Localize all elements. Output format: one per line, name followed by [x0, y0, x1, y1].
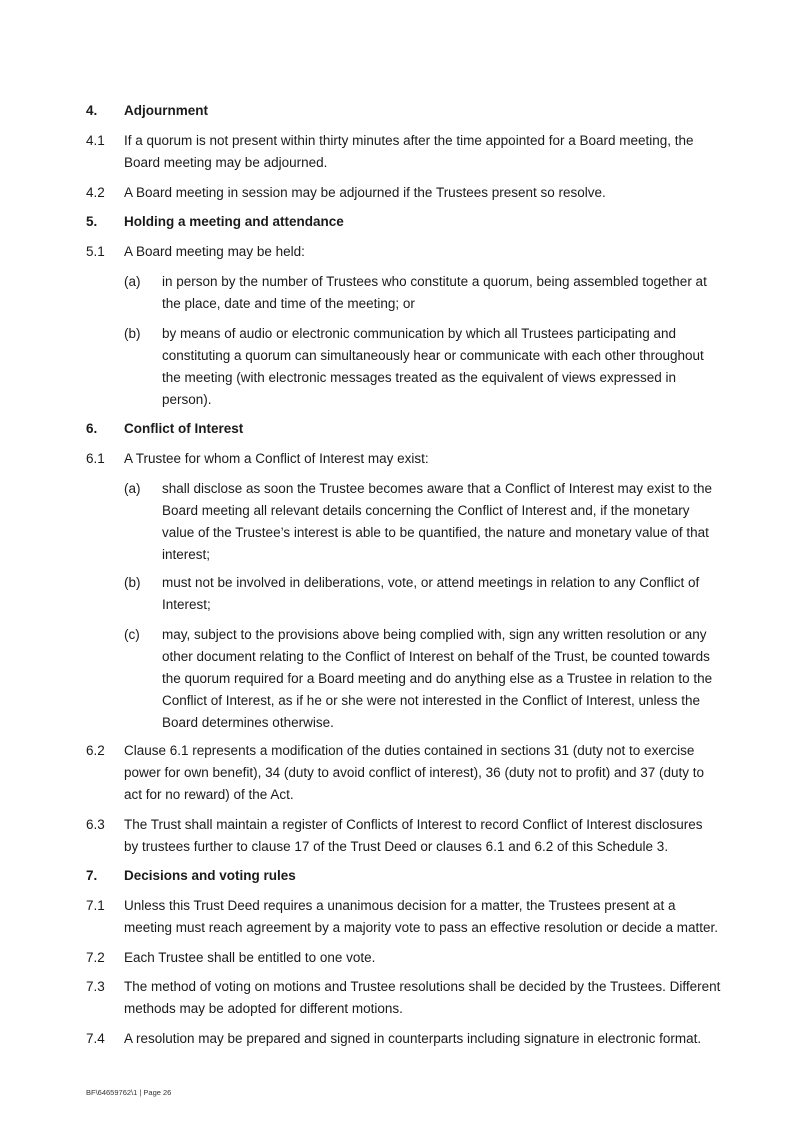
clause-number: 7.2	[86, 950, 105, 965]
clause-number: 5.1	[86, 244, 105, 259]
clause-number: 7.4	[86, 1031, 105, 1046]
clause-text-line: other document relating to the Conflict of Interest on behalf of the Trust, be counted towards	[162, 649, 710, 664]
subclause-label: (b)	[124, 575, 141, 590]
clause-text-line: by trustees further to clause 17 of the Trust Deed or clauses 6.1 and 6.2 of this Schedule 3.	[124, 839, 669, 854]
section-number: 5.	[86, 214, 98, 229]
clause-text-line: power for own benefit), 34 (duty to avoid conflict of interest), 36 (duty not to profit) and 37 (duty to	[124, 765, 705, 780]
clause-text-line: person).	[162, 392, 212, 407]
clause-text-line: A resolution may be prepared and signed in counterparts including signature in electronic format.	[124, 1031, 702, 1046]
section-heading: Holding a meeting and attendance	[124, 214, 344, 229]
clause-number: 7.1	[86, 898, 105, 913]
subclause-label: (b)	[124, 326, 141, 341]
clause-text-line: in person by the number of Trustees who constitute a quorum, being assembled together at	[162, 274, 707, 289]
clause-text-line: A Board meeting in session may be adjourned if the Trustees present so resolve.	[124, 185, 606, 200]
clause-number: 6.2	[86, 743, 105, 758]
section-heading: Decisions and voting rules	[124, 868, 296, 883]
clause-text-line: interest;	[162, 547, 211, 562]
clause-text-line: A Board meeting may be held:	[124, 244, 305, 259]
clause-text-line: may, subject to the provisions above being complied with, sign any written resolution or any	[162, 627, 707, 642]
clause-text-line: the quorum required for a Board meeting and do anything else as a Trustee in relation to the	[162, 671, 713, 686]
subclause-label: (a)	[124, 274, 141, 289]
clause-text-line: Unless this Trust Deed requires a unanimous decision for a matter, the Trustees present at a	[124, 898, 676, 913]
clause-text-line: Board determines otherwise.	[162, 715, 334, 730]
clause-text-line: methods may be adopted for different motions.	[124, 1001, 403, 1016]
clause-text-line: constituting a quorum can simultaneously hear or communicate with each other throughout	[162, 348, 704, 363]
clause-text-line: Conflict of Interest, as if he or she were not interested in the Conflict of Interest, unless the	[162, 693, 701, 708]
clause-text-line: Clause 6.1 represents a modification of the duties contained in sections 31 (duty not to exercise	[124, 743, 695, 758]
clause-number: 7.3	[86, 979, 105, 994]
clause-text-line: Interest;	[162, 597, 211, 612]
section-number: 7.	[86, 868, 98, 883]
clause-number: 4.1	[86, 133, 105, 148]
clause-text-line: by means of audio or electronic communication by which all Trustees participating and	[162, 326, 677, 341]
subclause-label: (a)	[124, 481, 141, 496]
clause-text-line: act for no reward) of the Act.	[124, 787, 294, 802]
clause-text-line: must not be involved in deliberations, vote, or attend meetings in relation to any Conflict of	[162, 575, 700, 590]
clause-text-line: shall disclose as soon the Trustee becomes aware that a Conflict of Interest may exist to the	[162, 481, 713, 496]
clause-number: 6.1	[86, 451, 105, 466]
clause-text-line: Board meeting all relevant details concerning the Conflict of Interest and, if the monetary	[162, 503, 690, 518]
section-heading: Conflict of Interest	[124, 421, 244, 436]
clause-text-line: value of the Trustee’s interest is able to be quantified, the nature and monetary value of that	[162, 525, 709, 540]
clause-text-line: A Trustee for whom a Conflict of Interest may exist:	[124, 451, 429, 466]
page-footer: BF\64659762\1 | Page 26	[86, 1088, 172, 1097]
clause-text-line: Board meeting may be adjourned.	[124, 155, 328, 170]
clause-text-line: The method of voting on motions and Trustee resolutions shall be decided by the Trustees. Different	[124, 979, 721, 994]
clause-text-line: Each Trustee shall be entitled to one vote.	[124, 950, 376, 965]
clause-number: 4.2	[86, 185, 105, 200]
section-number: 4.	[86, 103, 98, 118]
clause-text-line: If a quorum is not present within thirty minutes after the time appointed for a Board meeting, the	[124, 133, 694, 148]
clause-number: 6.3	[86, 817, 105, 832]
clause-text-line: the meeting (with electronic messages treated as the equivalent of views expressed in	[162, 370, 677, 385]
subclause-label: (c)	[124, 627, 140, 642]
section-number: 6.	[86, 421, 98, 436]
clause-text-line: the place, date and time of the meeting; or	[162, 296, 415, 311]
clause-text-line: The Trust shall maintain a register of Conflicts of Interest to record Conflict of Interest disclosures	[124, 817, 703, 832]
clause-text-line: meeting must reach agreement by a majority vote to pass an effective resolution or decide a matter.	[124, 920, 719, 935]
section-heading: Adjournment	[124, 103, 208, 118]
